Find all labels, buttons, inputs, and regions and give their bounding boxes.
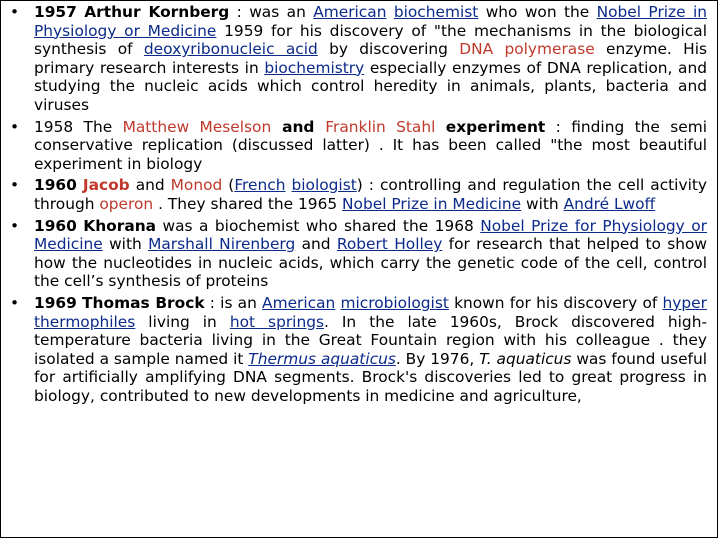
text: : was an [229, 3, 314, 21]
text: by discovering [317, 40, 460, 59]
bullet-kornberg [34, 3, 707, 115]
text [386, 3, 393, 21]
bullet-khorana [34, 217, 707, 291]
text: with [521, 194, 564, 213]
bullet-jacob-monod [34, 176, 707, 213]
year: 1960 [34, 176, 77, 195]
person-name: Khorana [83, 216, 157, 235]
text: for research that helped to show how the nucleotides in nucleic acids, which carry the genetic code of the cell, control the cell’s synthesis of proteins [34, 235, 707, 291]
text: ) : controlling and regulation the cell activity through [34, 176, 707, 213]
text: with [102, 235, 149, 254]
link-american[interactable]: American [262, 293, 336, 312]
link-american[interactable]: American [313, 3, 387, 21]
text: known for his discovery of [448, 293, 663, 312]
link-hot-springs[interactable]: hot springs [229, 312, 324, 331]
link-nobel-prize[interactable]: Nobel Prize in Physiology or Medicine [34, 3, 708, 40]
highlight-dna-polymerase: DNA polymerase [459, 40, 595, 59]
link-andre-lwoff[interactable]: André Lwoff [563, 194, 656, 213]
person-name: Franklin Stahl [325, 117, 436, 136]
person-name: Monod [170, 176, 223, 195]
bullet-list [1, 1, 717, 405]
link-microbiologist[interactable]: microbiologist [340, 293, 449, 312]
text: : is an [204, 293, 263, 312]
text: The [73, 117, 123, 136]
species-name: T. aquaticus [479, 349, 572, 368]
link-robert-holley[interactable]: Robert Holley [336, 235, 443, 254]
link-deoxyribonucleic-acid[interactable]: deoxyribonucleic acid [143, 40, 318, 59]
person-name: Matthew Meselson [122, 117, 272, 136]
text: enzyme. His primary research interests in [34, 40, 707, 77]
text: . By 1976, [395, 349, 480, 368]
link-thermus-aquaticus[interactable]: Thermus aquaticus [248, 349, 396, 368]
link-biochemist[interactable]: biochemist [393, 3, 479, 21]
link-biochemistry[interactable]: biochemistry [264, 58, 365, 77]
person-name: Thomas Brock [82, 293, 205, 312]
link-nobel-prize[interactable]: Nobel Prize for Physiology or Medicine [34, 216, 707, 254]
text: especially enzymes of DNA replication, and studying the nucleic acids which control heredity in animals, plants, bacteria and viruses [34, 58, 707, 114]
person-name: Arthur Kornberg [84, 3, 230, 21]
person-name: Jacob [82, 176, 130, 195]
year: 1957 [34, 3, 77, 21]
bullet-meselson-stahl [34, 118, 707, 174]
text [435, 118, 445, 136]
bullet-brock [34, 294, 707, 406]
year: 1969 [34, 293, 77, 312]
text: . In the late 1960s, Brock discovered high-temperature bacteria living in the Great Fountain region with his colleague . they isolated a sample named it [34, 312, 708, 368]
text: was found useful for artificially amplifying DNA segments. Brock's discoveries led to great progress in biology, contributed to new developments in medicine and agriculture, [34, 349, 707, 405]
text: who won the [478, 3, 597, 21]
text: and [129, 176, 171, 195]
text: . They shared the 1965 [153, 194, 343, 213]
text: ( [222, 176, 235, 195]
text: 1959 for his discovery of "the mechanisms in the biological synthesis of [34, 21, 707, 59]
year: 1960 [34, 216, 77, 235]
link-french[interactable]: French [234, 176, 286, 195]
highlight-operon: operon [99, 194, 154, 213]
link-biologist[interactable]: biologist [291, 176, 357, 195]
year: 1958 [34, 117, 74, 136]
text: : finding the semi conservative replication (discussed latter) . It has been called "the most beautiful experiment in biology [34, 117, 707, 173]
link-marshall-nirenberg[interactable]: Marshall Nirenberg [148, 235, 296, 254]
experiment-label: experiment [445, 117, 546, 136]
link-nobel-prize[interactable]: Nobel Prize in Medicine [342, 194, 522, 213]
text: was a biochemist who shared the 1968 [156, 216, 481, 235]
text: living in [135, 312, 230, 331]
text: and [271, 117, 326, 136]
text: and [295, 235, 337, 254]
link-hyperthermophiles[interactable]: hyper thermophiles [34, 293, 707, 331]
